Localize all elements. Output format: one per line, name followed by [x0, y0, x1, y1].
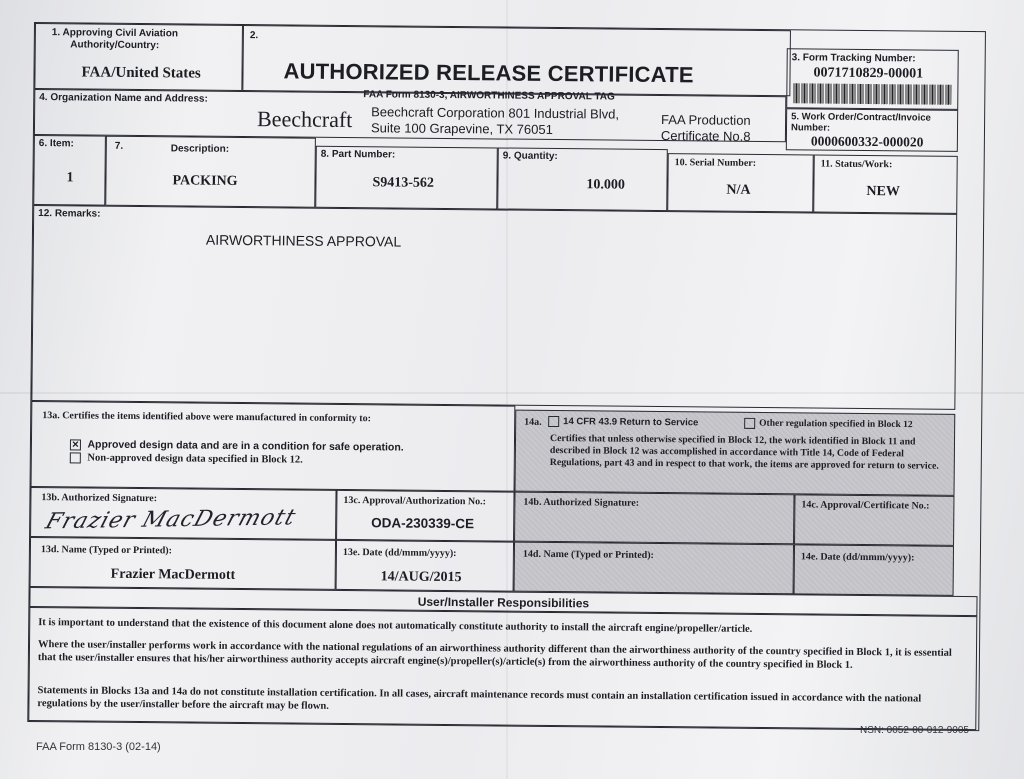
quantity-value: 10.000	[586, 177, 626, 193]
status-work-value: NEW	[866, 183, 900, 200]
block-12-label: 12. Remarks:	[38, 208, 101, 220]
block-8-label: 8. Part Number:	[320, 148, 396, 161]
beechcraft-logo: Beechcraft	[256, 106, 353, 133]
form-identifier: FAA Form 8130-3 (02-14)	[36, 741, 161, 753]
block-9	[497, 147, 668, 211]
block-13a	[31, 401, 516, 492]
responsibilities-title: User/Installer Responsibilities	[417, 594, 590, 611]
responsibilities-p1: It is important to understand that the existence of this document alone does not automatically constitute authority to install the aircraft engine/propeller/article.	[38, 617, 753, 635]
responsibilities-p2: Where the user/installer performs work in accordance with the national regulations of an airworthiness authority different than the airworthiness authority of the country specified in Block 1, it is essential that the user/installer ensures that his/her airworthiness authority accepts aircraft engine(s)/propeller(s)/article(s) from the airworthiness authority of the country specified in Block 1.	[37, 639, 952, 671]
form-tracking-number: 0071710829-00001	[813, 65, 924, 82]
approving-authority-value: FAA/United States	[81, 64, 201, 82]
block-14b-label: 14b. Authorized Signature:	[523, 496, 640, 509]
other-regulation-label: Other regulation specified in Block 12	[759, 418, 913, 431]
block-1	[34, 23, 243, 91]
block-13c	[336, 490, 514, 542]
block-6-label: 6. Item:	[38, 138, 74, 150]
block-7	[105, 136, 316, 208]
block-14a-statement: Certifies that unless otherwise specified in Block 12, the work identified in Block 11 and described in Block 12 was accomplished in accordance with Title 14, Code of Federal Regulations, part 43 and in respect to that work, the items are approved for return to service.	[549, 432, 939, 472]
block-5-label: 5. Work Order/Contract/Invoice Number:	[790, 111, 931, 134]
block-14a-label: 14a.	[524, 416, 542, 428]
block-13d	[30, 537, 336, 590]
certificate-subtitle: FAA Form 8130-3, AIRWORTHINESS APPROVAL TAG	[363, 89, 615, 103]
work-order-number: 0000600332-000020	[810, 133, 924, 150]
cfr-43-9-label: 14 CFR 43.9 Return to Service	[563, 416, 699, 429]
printed-name-value: Frazier MacDermott	[110, 566, 236, 583]
block-10	[667, 153, 814, 212]
block-11-label: 11. Status/Work:	[820, 158, 893, 171]
date-value: 14/AUG/2015	[380, 569, 462, 586]
block-14c	[794, 494, 954, 546]
cfr-43-9-checkbox[interactable]	[548, 416, 559, 427]
option-approved-design[interactable]	[70, 438, 404, 453]
option-other-regulation[interactable]	[744, 418, 913, 431]
certificate-title: AUTHORIZED RELEASE CERTIFICATE	[283, 58, 694, 88]
block-14b	[514, 492, 794, 545]
block-13d-label: 13d. Name (Typed or Printed):	[40, 544, 172, 557]
barcode	[793, 83, 951, 105]
block-4	[34, 89, 786, 142]
approved-design-label: Approved design data and are in a condition for safe operation.	[87, 438, 404, 454]
airworthiness-form	[27, 22, 986, 731]
nsn-number: NSN: 0052-00-012-9005	[860, 725, 969, 736]
block-7-num: 7.	[114, 140, 124, 152]
other-regulation-checkbox[interactable]	[744, 418, 755, 429]
production-cert-line2: Certificate No.8	[660, 128, 751, 144]
item-value: 1	[66, 170, 74, 186]
block-13e	[336, 540, 514, 592]
non-approved-design-label: Non-approved design data specified in Block 12.	[87, 452, 303, 466]
responsibilities-p3: Statements in Blocks 13a and 14a do not constitute installation certification. In all cases, aircraft maintenance records must contain an installation certification issued in accordance with the national regulations by the user/installer before the aircraft may be flown.	[37, 685, 922, 712]
responsibilities-body	[28, 607, 977, 730]
block-2	[242, 25, 791, 103]
block-1-label: 1. Approving Civil Aviation Authority/Country:	[51, 27, 179, 52]
remarks-value: AIRWORTHINESS APPROVAL	[205, 231, 402, 250]
block-6	[33, 135, 106, 206]
block-2-label: 2.	[249, 30, 259, 42]
block-8	[315, 146, 498, 210]
option-non-approved-design[interactable]	[70, 452, 303, 465]
authorized-signature: Frazier MacDermott	[42, 505, 300, 535]
description-value: PACKING	[172, 173, 238, 189]
block-13e-label: 13e. Date (dd/mmm/yyyy):	[342, 546, 457, 560]
block-14d	[514, 542, 794, 595]
block-13b	[30, 487, 336, 540]
block-14e	[794, 544, 954, 596]
approval-number-value: ODA-230339-CE	[371, 515, 475, 532]
org-address-line1: Beechcraft Corporation 801 Industrial Blvd,	[371, 104, 620, 122]
org-address-line2: Suite 100 Grapevine, TX 76051	[370, 120, 553, 137]
block-14e-label: 14e. Date (dd/mmm/yyyy):	[800, 551, 915, 564]
block-14d-label: 14d. Name (Typed or Printed):	[522, 548, 654, 561]
block-14c-label: 14c. Approval/Certificate No.:	[801, 499, 930, 512]
block-7-label: Description:	[170, 143, 230, 155]
approved-design-checkbox[interactable]: ✕	[71, 439, 80, 450]
block-5	[786, 108, 958, 152]
block-3-label: 3. Form Tracking Number:	[791, 52, 916, 65]
part-number-value: S9413-562	[372, 175, 434, 191]
block-9-label: 9. Quantity:	[502, 150, 558, 163]
option-14cfr[interactable]	[548, 416, 698, 428]
serial-number-value: N/A	[726, 182, 751, 198]
block-4-label: 4. Organization Name and Address:	[39, 92, 208, 105]
block-10-label: 10. Serial Number:	[674, 157, 757, 169]
block-3	[786, 48, 959, 110]
non-approved-design-checkbox[interactable]	[70, 452, 81, 463]
block-13a-label: 13a. Certifies the items identified above were manufactured in conformity to:	[42, 410, 372, 425]
block-11	[813, 154, 958, 213]
block-13c-label: 13c. Approval/Authorization No.:	[343, 494, 487, 508]
block-13b-label: 13b. Authorized Signature:	[41, 492, 158, 505]
block-12	[31, 205, 957, 410]
production-cert-line1: FAA Production	[661, 112, 751, 128]
block-14a	[515, 410, 956, 496]
